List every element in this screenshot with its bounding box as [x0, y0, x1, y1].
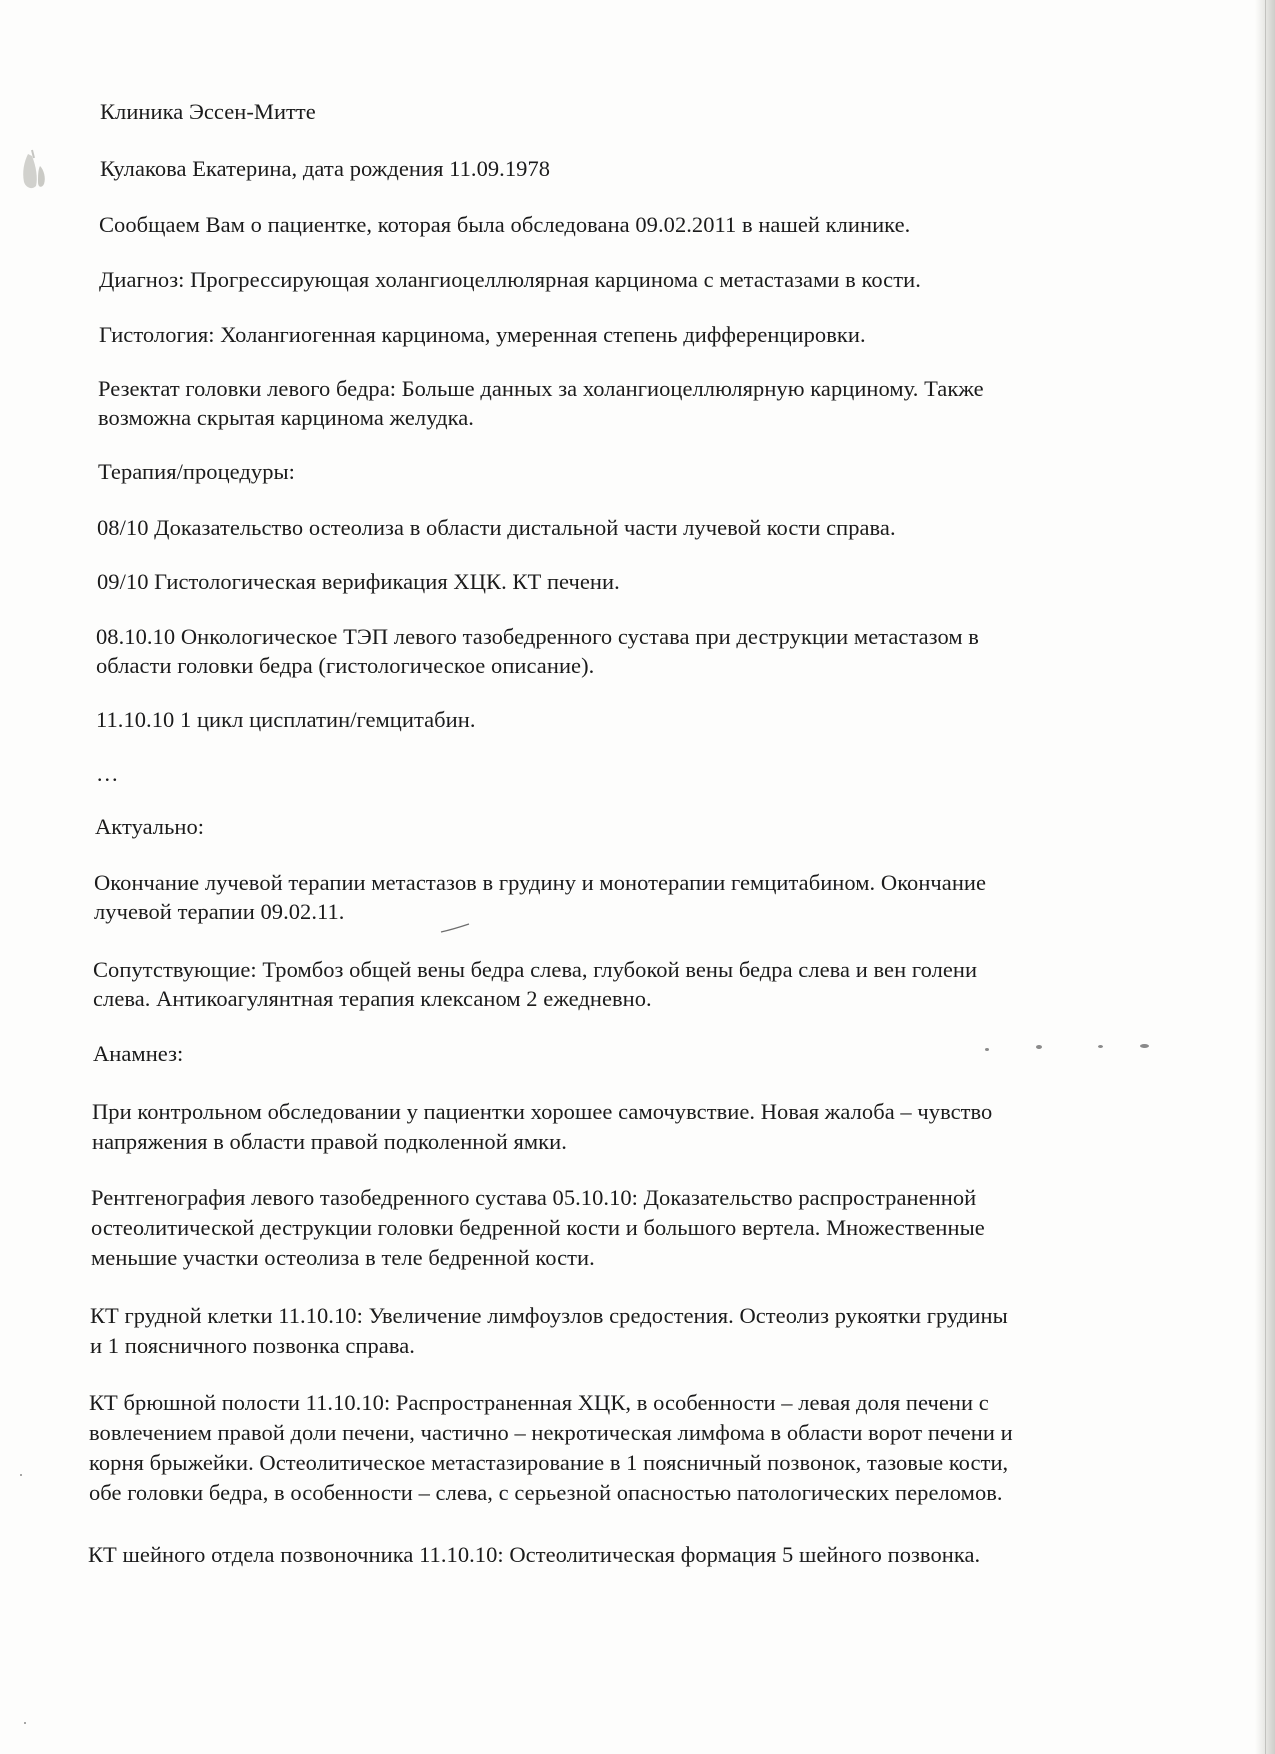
- therapy-item-4: 11.10.10 1 цикл цисплатин/гемцитабин.: [96, 707, 476, 732]
- xray-line-3: меньшие участки остеолиза в теле бедренной кости.: [91, 1245, 595, 1270]
- xray-line-1: Рентгенография левого тазобедренного сустава 05.10.10: Доказательство распространенной: [91, 1185, 977, 1210]
- anamnesis-line-2: напряжения в области правой подколенной ямки.: [92, 1129, 567, 1154]
- anamnesis-heading: Анамнез:: [93, 1041, 184, 1066]
- histology-line: Гистология: Холангиогенная карцинома, умеренная степень дифференцировки.: [99, 322, 866, 347]
- scan-speck: [1140, 1044, 1149, 1048]
- therapy-heading: Терапия/процедуры:: [98, 459, 295, 484]
- current-line-1: Окончание лучевой терапии метастазов в грудину и монотерапии гемцитабином. Окончание: [94, 870, 987, 895]
- therapy-item-1: 08/10 Доказательство остеолиза в области дистальной части лучевой кости справа.: [97, 515, 896, 540]
- ct-abdomen-line-3: корня брыжейки. Остеолитическое метастазирование в 1 поясничный позвонок, тазовые кости,: [89, 1450, 1009, 1475]
- scan-speck: [985, 1048, 989, 1051]
- xray-line-2: остеолитической деструкции головки бедренной кости и большого вертела. Множественные: [91, 1215, 985, 1240]
- anamnesis-line-1: При контрольном обследовании у пациентки хорошее самочувствие. Новая жалоба – чувство: [92, 1099, 993, 1124]
- hole-punch-smudge: [18, 148, 50, 192]
- ct-abdomen-line-1: КТ брюшной полости 11.10.10: Распространенная ХЦК, в особенности – левая доля печени с: [89, 1390, 989, 1415]
- current-line-2: лучевой терапии 09.02.11.: [94, 899, 345, 924]
- comorbid-line-1: Сопутствующие: Тромбоз общей вены бедра слева, глубокой вены бедра слева и вен голени: [93, 957, 978, 982]
- ct-chest-line-1: КТ грудной клетки 11.10.10: Увеличение лимфоузлов средостения. Остеолиз рукоятки грудины: [90, 1303, 1008, 1328]
- pen-stroke-mark: [440, 922, 470, 934]
- therapy-item-3-line-1: 08.10.10 Онкологическое ТЭП левого тазобедренного сустава при деструкции метастазом в: [96, 624, 979, 649]
- scan-speck: [1036, 1045, 1042, 1049]
- ct-abdomen-line-2: вовлечением правой доли печени, частично – некротическая лимфома в области ворот печени и: [89, 1420, 1013, 1445]
- ct-neck-line: КТ шейного отдела позвоночника 11.10.10: Остеолитическая формация 5 шейного позвонка.: [88, 1542, 981, 1567]
- clinic-name: Клиника Эссен-Митте: [100, 99, 316, 124]
- therapy-item-3-line-2: области головки бедра (гистологическое описание).: [96, 653, 595, 678]
- ellipsis: …: [96, 761, 119, 786]
- ct-chest-line-2: и 1 поясничного позвонка справа.: [90, 1333, 415, 1358]
- comorbid-line-2: слева. Антикоагулянтная терапия клексаном 2 ежедневно.: [93, 986, 652, 1011]
- current-heading: Актуально:: [95, 814, 205, 839]
- scan-speck: [24, 1722, 26, 1724]
- scan-speck: [1098, 1045, 1103, 1048]
- scan-speck: [20, 1474, 22, 1476]
- diagnosis-line: Диагноз: Прогрессирующая холангиоцеллюлярная карцинома с метастазами в кости.: [99, 267, 921, 292]
- patient-line: Кулакова Екатерина, дата рождения 11.09.1978: [100, 156, 551, 181]
- therapy-item-2: 09/10 Гистологическая верификация ХЦК. КТ печени.: [97, 569, 620, 594]
- scan-edge-line: [1265, 0, 1266, 1754]
- ct-abdomen-line-4: обе головки бедра, в особенности – слева, с серьезной опасностью патологических переломов.: [89, 1480, 1003, 1505]
- intro-line: Сообщаем Вам о пациентке, которая была обследована 09.02.2011 в нашей клинике.: [99, 212, 911, 237]
- resection-line-1: Резектат головки левого бедра: Больше данных за холангиоцеллюлярную карциному. Также: [98, 376, 984, 401]
- resection-line-2: возможна скрытая карцинома желудка.: [98, 405, 474, 430]
